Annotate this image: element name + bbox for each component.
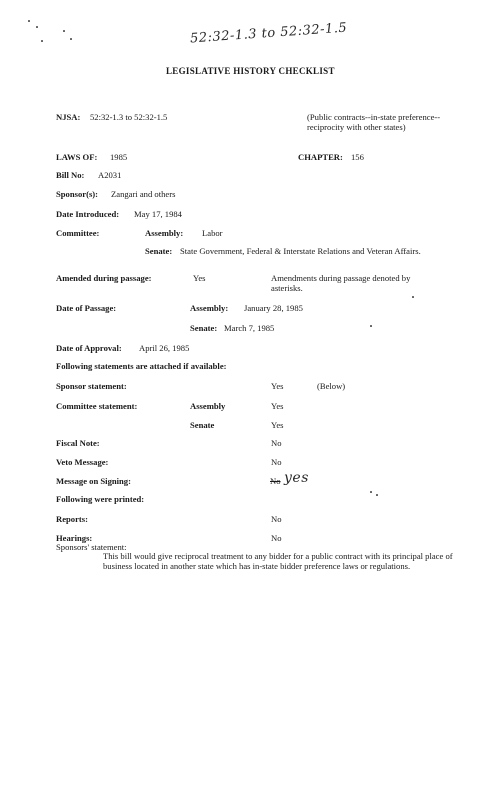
njsa-label: NJSA: <box>56 112 81 122</box>
reports-label: Reports: <box>56 514 88 524</box>
chapter-value: 156 <box>351 152 364 162</box>
reports-value: No <box>271 514 282 524</box>
sponsors-statement-heading: Sponsors' statement: <box>56 542 127 552</box>
passage-assembly-value: January 28, 1985 <box>244 303 303 313</box>
scan-speck <box>376 494 378 496</box>
committee-assembly-value: Labor <box>202 228 223 238</box>
sponsors-label: Sponsor(s): <box>56 189 99 199</box>
scan-speck <box>370 325 372 327</box>
veto-message-value: No <box>271 457 282 467</box>
amended-label: Amended during passage: <box>56 273 152 283</box>
committee-statement-label: Committee statement: <box>56 401 138 411</box>
laws-of-label: LAWS OF: <box>56 152 98 162</box>
committee-statement-assembly-label: Assembly <box>190 401 226 411</box>
committee-statement-assembly-value: Yes <box>271 401 284 411</box>
scan-speck <box>28 20 30 22</box>
message-signing-handwritten-value: yes <box>284 470 309 486</box>
message-signing-struck-value: No <box>270 476 281 486</box>
fiscal-note-value: No <box>271 438 282 448</box>
handwritten-header: 52:32-1.3 to 52:32-1.5 <box>189 20 348 47</box>
bill-no-label: Bill No: <box>56 170 85 180</box>
passage-label: Date of Passage: <box>56 303 117 313</box>
amended-value: Yes <box>193 273 206 283</box>
committee-statement-senate-label: Senate <box>190 420 215 430</box>
hearings-value: No <box>271 533 282 543</box>
hearings-label: Hearings: <box>56 533 93 543</box>
approval-value: April 26, 1985 <box>139 343 190 353</box>
scan-speck <box>41 40 43 42</box>
committee-assembly-label: Assembly: <box>145 228 184 238</box>
scan-speck <box>70 38 72 40</box>
amended-note: Amendments during passage denoted by asterisks. <box>271 273 411 293</box>
passage-senate-value: March 7, 1985 <box>224 323 275 333</box>
bill-no-value: A2031 <box>98 170 122 180</box>
following-printed-heading: Following were printed: <box>56 494 145 504</box>
sponsor-statement-label: Sponsor statement: <box>56 381 127 391</box>
following-attached-heading: Following statements are attached if available: <box>56 361 227 371</box>
chapter-label: CHAPTER: <box>298 152 343 162</box>
scan-speck <box>370 491 372 493</box>
scan-speck <box>36 26 38 28</box>
fiscal-note-label: Fiscal Note: <box>56 438 100 448</box>
committee-senate-value: State Government, Federal & Interstate Relations and Veteran Affairs. <box>180 246 421 256</box>
passage-senate-label: Senate: <box>190 323 218 333</box>
passage-assembly-label: Assembly: <box>190 303 229 313</box>
message-signing-label: Message on Signing: <box>56 476 131 486</box>
scan-speck <box>412 296 414 298</box>
committee-statement-senate-value: Yes <box>271 420 284 430</box>
njsa-value: 52:32-1.3 to 52:32-1.5 <box>90 112 168 122</box>
scan-speck <box>63 30 65 32</box>
sponsors-statement-body: This bill would give reciprocal treatment to any bidder for a public contract with its principal place of business located in another state which has in-state bidder preference laws or regulations. <box>103 551 453 571</box>
date-introduced-value: May 17, 1984 <box>134 209 182 219</box>
sponsors-value: Zangari and others <box>111 189 176 199</box>
laws-of-value: 1985 <box>110 152 128 162</box>
approval-label: Date of Approval: <box>56 343 122 353</box>
sponsor-statement-note: (Below) <box>317 381 346 391</box>
veto-message-label: Veto Message: <box>56 457 109 467</box>
date-introduced-label: Date Introduced: <box>56 209 120 219</box>
page-title: LEGISLATIVE HISTORY CHECKLIST <box>166 66 335 76</box>
committee-senate-label: Senate: <box>145 246 173 256</box>
njsa-subject: (Public contracts--in-state preference--reciprocity with other states) <box>307 112 441 132</box>
sponsor-statement-value: Yes <box>271 381 284 391</box>
committee-label: Committee: <box>56 228 100 238</box>
